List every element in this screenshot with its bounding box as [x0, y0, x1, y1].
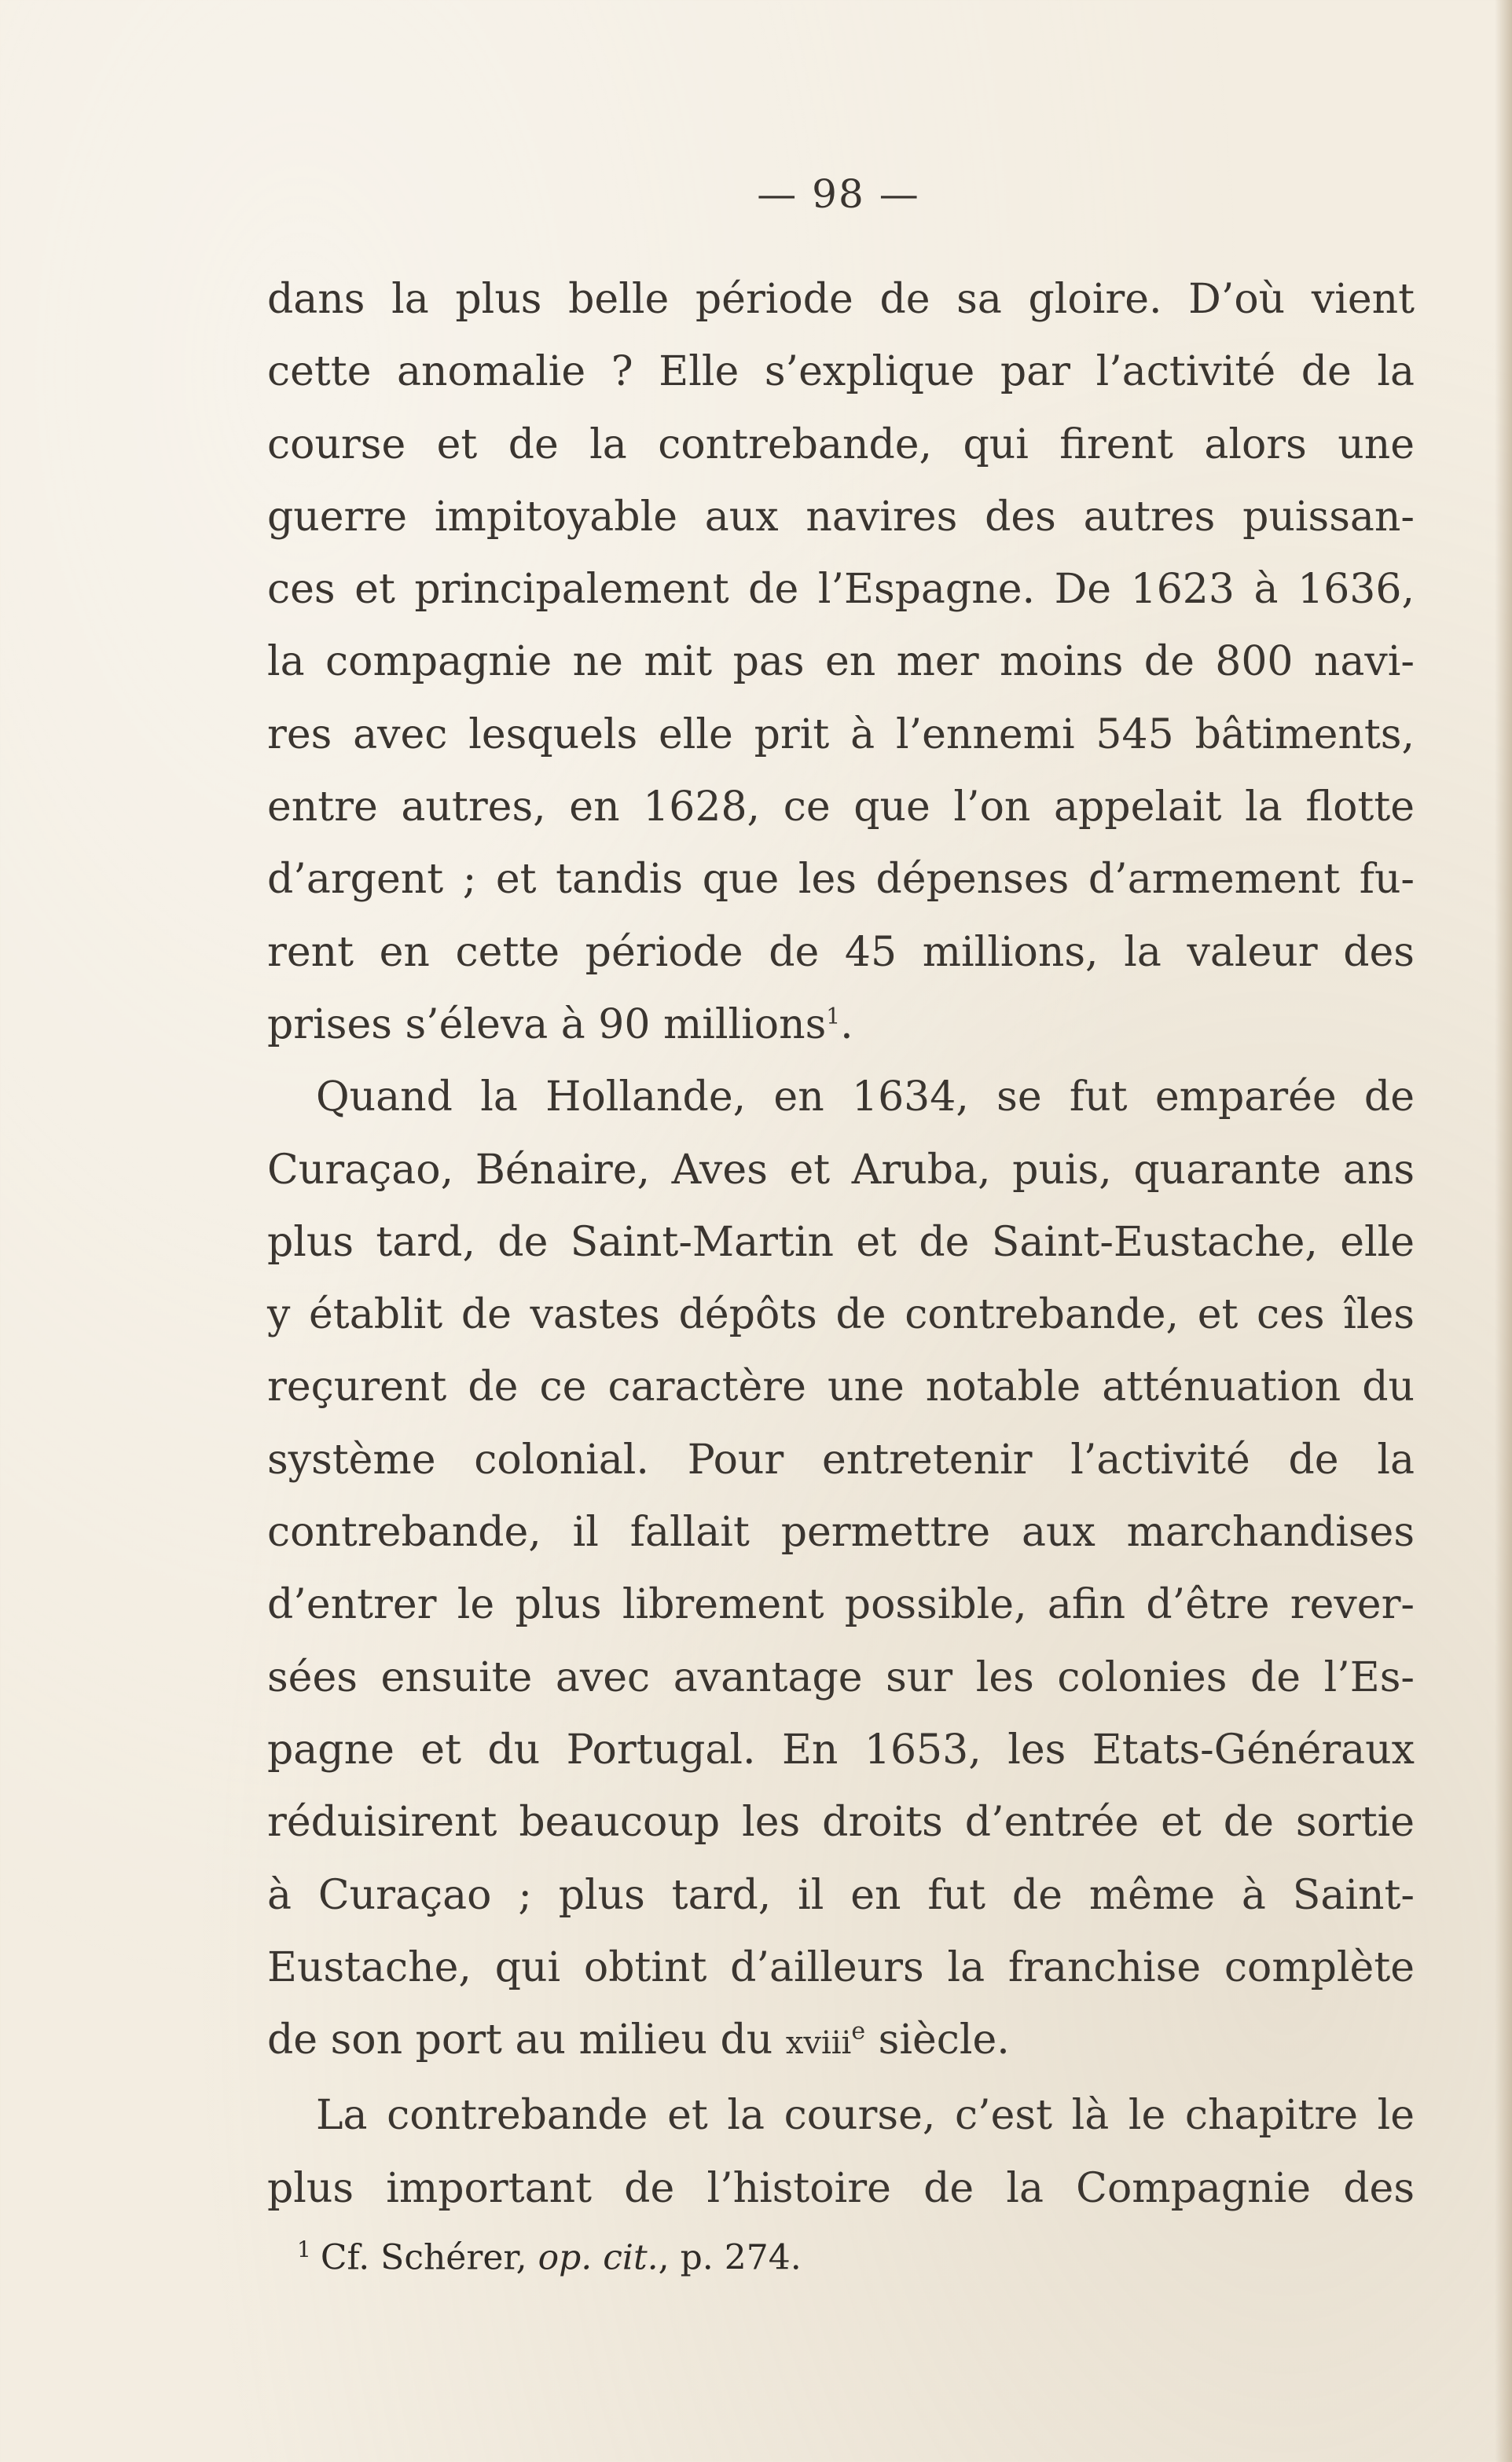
text-fragment: .	[840, 1000, 853, 1048]
text-line: Eustache, qui obtint d’ailleurs la franchise complète	[267, 1943, 1415, 1991]
text-fragment: prises s’éleva à 90 millions	[267, 1000, 827, 1048]
text-line: d’entrer le plus librement possible, afin d’être rever-	[267, 1581, 1415, 1629]
text-line: Curaçao, Bénaire, Aves et Aruba, puis, quarante ans	[267, 1146, 1415, 1194]
text-line: La contrebande et la course, c’est là le chapitre le	[316, 2092, 1415, 2140]
text-line: pagne et du Portugal. En 1653, les Etats-Généraux	[267, 1726, 1415, 1774]
text-line: plus tard, de Saint-Martin et de Saint-Eustache, elle	[267, 1218, 1415, 1266]
text-fragment: de son port au milieu du	[267, 2016, 786, 2064]
footnote-text: , p. 274.	[658, 2237, 802, 2278]
text-line: la compagnie ne mit pas en mer moins de 800 navi-	[267, 638, 1415, 686]
text-line: cette anomalie ? Elle s’explique par l’activité de la	[267, 348, 1415, 396]
text-line: reçurent de ce caractère une notable atténuation du	[267, 1363, 1415, 1411]
text-line: res avec lesquels elle prit à l’ennemi 545 bâtiments,	[267, 710, 1415, 758]
page-number: — 98 —	[757, 171, 920, 217]
text-line	[267, 2004, 1415, 2079]
text-line: rent en cette période de 45 millions, la valeur des	[267, 928, 1415, 976]
text-line: à Curaçao ; plus tard, il en fut de même à Saint-	[267, 1871, 1415, 1919]
text-line	[267, 989, 1415, 1061]
text-line: sées ensuite avec avantage sur les colonies de l’Es-	[267, 1653, 1415, 1701]
text-line: plus important de l’histoire de la Compagnie des	[267, 2164, 1415, 2212]
text-line: guerre impitoyable aux navires des autres puissan-	[267, 493, 1415, 541]
text-line: course et de la contrebande, qui firent alors une	[267, 420, 1415, 468]
footnote-text: Cf. Schérer,	[320, 2237, 538, 2278]
text-line: contrebande, il fallait permettre aux marchandises	[267, 1509, 1415, 1557]
text-fragment: siècle.	[865, 2016, 1010, 2064]
text-line: y établit de vastes dépôts de contrebande, et ces îles	[267, 1291, 1415, 1339]
footnote	[297, 2236, 802, 2278]
century-numeral: xviii	[785, 2025, 852, 2062]
body-text	[267, 263, 1415, 2225]
footnote-mark: 1	[297, 2236, 311, 2262]
text-line: entre autres, en 1628, ce que l’on appelait la flotte	[267, 783, 1415, 831]
text-line: d’argent ; et tandis que les dépenses d’armement fu-	[267, 856, 1415, 904]
text-line: dans la plus belle période de sa gloire. D’où vient	[267, 276, 1415, 323]
text-line: réduisirent beaucoup les droits d’entrée et de sortie	[267, 1799, 1415, 1847]
footnote-reference: 1	[826, 1003, 841, 1029]
text-line: Quand la Hollande, en 1634, se fut emparée de	[316, 1073, 1415, 1121]
century-suffix: e	[851, 2017, 866, 2046]
footnote-italic-text: op. cit.	[538, 2237, 659, 2278]
text-line: système colonial. Pour entretenir l’activité de la	[267, 1436, 1415, 1484]
text-line: ces et principalement de l’Espagne. De 1623 à 1636,	[267, 566, 1415, 614]
